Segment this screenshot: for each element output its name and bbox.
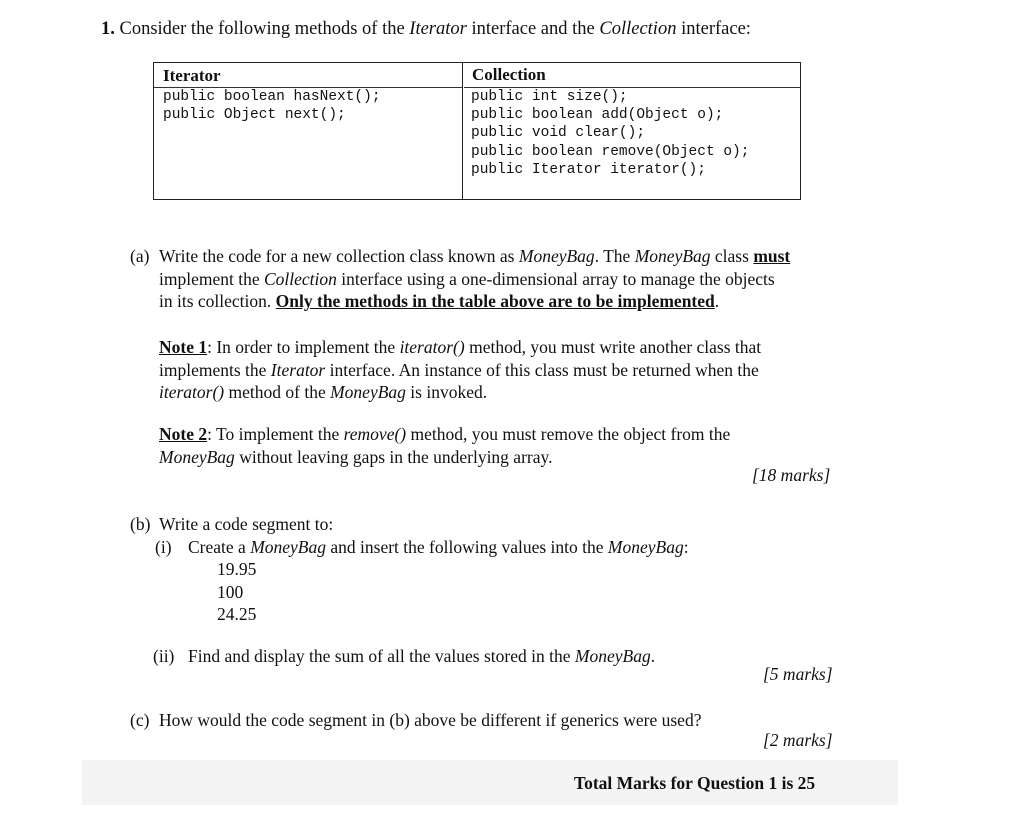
part-b-i-label: (i) [155,537,172,557]
iterator-method-term: iterator() [399,337,465,357]
part-b-ii-text [188,645,655,668]
intro-text-c: interface: [676,19,751,39]
part-a-label: (a) [130,246,150,266]
moneybag-term: MoneyBag [518,246,595,266]
value-item: 19.95 [217,559,257,579]
collection-term: Collection [263,268,337,289]
moneybag-term: MoneyBag [634,246,711,266]
text: Create a [188,537,251,557]
collection-methods [471,88,749,179]
total-marks: Total Marks for Question 1 is 25 [574,773,816,793]
iterator-term: Iterator [270,359,326,380]
iterator-method-term: iterator() [159,382,225,402]
text: implement the [159,268,264,289]
note-1-line-2 [159,359,761,382]
note-2-line-2 [159,446,730,469]
part-c-marks: [2 marks] [763,730,833,750]
part-b-intro: Write a code segment to: [159,514,334,534]
text: method of the [224,382,331,402]
note-1-label: Note 1 [159,337,208,357]
part-b-ii-label: (ii) [153,646,175,666]
moneybag-term: MoneyBag [330,382,406,402]
part-a-line-2 [159,268,790,291]
only-methods-emphasis: Only the methods in the table above are to be implemented [275,291,715,311]
text: . [650,646,656,666]
text: without leaving gaps in the underlying array. [234,446,553,467]
collection-method: public boolean add(Object o); [471,107,724,124]
note-2 [159,423,730,468]
text: Find and display the sum of all the values stored in the [188,646,575,666]
text: Write the code for a new collection class known as [159,246,519,266]
iterator-methods [163,88,381,124]
intro-text-a: Consider the following methods of the [119,19,410,39]
intro-iterator: Iterator [409,19,467,39]
part-a-line-3 [159,290,790,313]
part-a-body [159,245,790,313]
note-1-line-1 [159,336,761,359]
moneybag-term: MoneyBag [607,537,684,557]
text: class [710,246,754,266]
moneybag-term: MoneyBag [250,537,326,557]
text: . The [594,246,635,266]
iterator-method: public boolean hasNext(); [163,89,381,105]
collection-method: public int size(); [471,89,628,105]
note-2-line-1 [159,423,730,446]
table-column-divider [462,63,463,199]
question-heading [101,19,751,40]
text: interface using a one-dimensional array to manage the objects [336,268,775,289]
value-item: 100 [217,581,244,602]
text: in its collection. [159,291,276,311]
value-item: 24.25 [217,604,257,624]
intro-text-b: interface and the [466,19,600,39]
methods-table [153,62,801,200]
must-emphasis: must [753,246,791,266]
text: implements the [159,359,271,380]
iterator-header: Iterator [163,66,221,85]
part-b-i-text [188,536,689,559]
collection-method: public boolean remove(Object o); [471,143,750,160]
collection-method: public Iterator iterator(); [471,161,706,178]
intro-collection: Collection [599,19,677,39]
text: : To implement the [207,424,344,444]
text: : In order to implement the [207,337,400,357]
collection-header: Collection [472,65,546,84]
part-c-label: (c) [130,710,150,730]
part-b-label: (b) [130,514,151,534]
text: : [683,537,689,557]
note-1 [159,336,761,404]
text: . [714,291,720,311]
text: method, you must write another class that [464,337,762,357]
remove-method-term: remove() [343,424,407,444]
text: interface. An instance of this class must be returned when the [325,359,759,380]
collection-method: public void clear(); [471,125,646,142]
iterator-method: public Object next(); [163,107,346,124]
text: is invoked. [405,382,488,402]
text: and insert the following values into the [326,537,608,557]
text: method, you must remove the object from the [406,424,731,444]
part-c-text: How would the code segment in (b) above be different if generics were used? [159,710,702,730]
part-b-marks: [5 marks] [763,664,833,684]
moneybag-term: MoneyBag [574,646,651,666]
question-number: 1. [101,19,115,39]
note-2-label: Note 2 [159,424,208,444]
note-1-line-3 [159,381,761,404]
part-a-marks: [18 marks] [752,465,831,485]
moneybag-term: MoneyBag [159,446,235,467]
values-list [217,558,256,626]
part-a-line-1 [159,245,790,268]
